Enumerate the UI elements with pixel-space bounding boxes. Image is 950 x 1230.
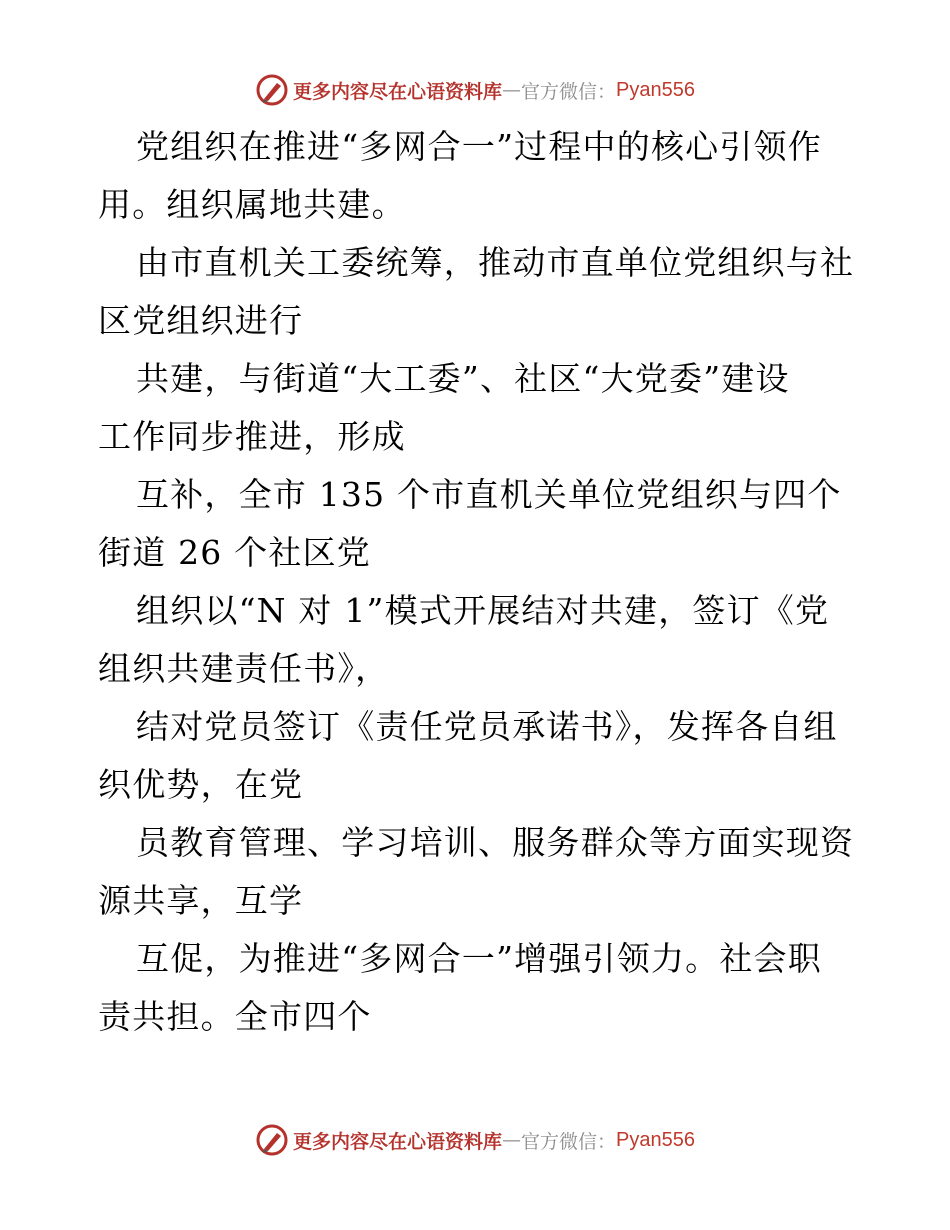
banner-dash: — (502, 1129, 522, 1151)
text-line: 组织共建责任书》， (98, 649, 390, 688)
text-line: 街道 26 个社区党 (98, 533, 371, 572)
footer-banner (0, 1122, 950, 1158)
banner-wechat-id: Pyan556 (616, 78, 695, 101)
text-line: 区党组织进行 (98, 301, 304, 340)
pen-logo-icon (255, 1123, 289, 1157)
text-line: 结对党员签订《责任党员承诺书》，发挥各自组 (136, 707, 838, 746)
text-line: 源共享，互学 (98, 881, 304, 920)
banner-dash: — (502, 79, 522, 101)
banner-wechat-id: Pyan556 (616, 1128, 695, 1151)
pen-logo-icon (255, 73, 289, 107)
text-line: 组织以“N 对 1”模式开展结对共建，签订《党 (136, 591, 830, 630)
text-line: 员教育管理、学习培训、服务群众等方面实现资 (136, 823, 855, 862)
document-body (98, 118, 858, 1046)
banner-wechat-label: 官方微信： (521, 1130, 617, 1153)
text-line: 由市直机关工委统筹，推动市直单位党组织与社 (136, 243, 855, 282)
text-line: 党组织在推进“多网合一”过程中的核心引领作 (136, 127, 822, 166)
text-line: 共建，与街道“大工委”、社区“大党委”建设 (136, 359, 790, 398)
banner-wechat-label: 官方微信： (521, 80, 617, 103)
text-line: 工作同步推进，形成 (98, 417, 406, 456)
text-line: 织优势，在党 (98, 765, 304, 804)
text-line: 责共担。全市四个 (98, 997, 372, 1036)
banner-site-text: 更多内容尽在心语资料库 (293, 1130, 503, 1153)
text-line: 互促，为推进“多网合一”增强引领力。社会职 (136, 939, 822, 978)
text-line: 用。组织属地共建。 (98, 185, 406, 224)
banner-site-text: 更多内容尽在心语资料库 (293, 80, 503, 103)
text-line: 互补，全市 135 个市直机关单位党组织与四个 (136, 475, 842, 514)
header-banner (0, 72, 950, 108)
